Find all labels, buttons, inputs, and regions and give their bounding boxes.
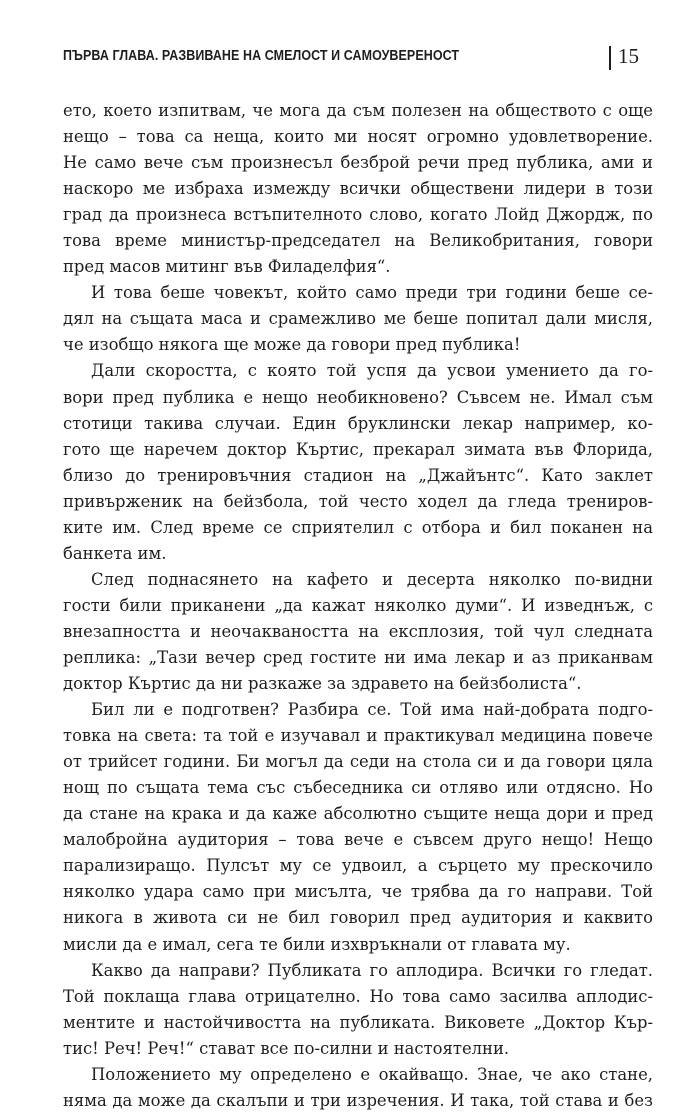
- text-line: Положението му определено е окайващо. Знае, че ако стане,: [91, 1064, 653, 1084]
- text-line: гото ще наречем доктор Къртис, прекарал зимата във Флорида,: [63, 439, 653, 459]
- text-line: няколко удара само при мисълта, че трябва да го направи. Той: [63, 882, 653, 902]
- text-line: нощ по същата тема със събеседника си отляво или отдясно. Но: [63, 778, 653, 798]
- text-line: ментите и настойчивостта на публиката. Виковете „Доктор Кър-: [63, 1012, 653, 1032]
- paragraph: [63, 958, 653, 1062]
- text-line: никога в живота си не бил говорил пред аудитория и каквито: [63, 908, 653, 928]
- text-line: вори пред публика е нещо необикновено? Съвсем не. Имал съм: [63, 387, 653, 407]
- text-line: малобройна аудитория – това вече е съвсем друго нещо! Нещо: [63, 830, 653, 850]
- paragraph: [63, 280, 653, 358]
- text-line: това време министър-председател на Великобритания, говори: [63, 231, 653, 251]
- paragraph: [63, 98, 653, 280]
- body-text: [63, 98, 653, 1114]
- chapter-title: ПЪРВА ГЛАВА. РАЗВИВАНЕ НА СМЕЛОСТ И САМОУВЕРЕНОСТ: [63, 48, 460, 64]
- text-line: След поднасянето на кафето и десерта няколко по-видни: [91, 569, 653, 589]
- text-line: наскоро ме избраха измежду всички обществени лидери в този: [63, 179, 653, 199]
- text-line: стотици такива случаи. Един бруклински лекар например, ко-: [63, 413, 653, 433]
- page-number: 15: [618, 44, 639, 68]
- text-line: ките им. След време се сприятелил с отбора и бил поканен на: [63, 517, 653, 537]
- text-line: Бил ли е подготвен? Разбира се. Той има най-добрата подго-: [91, 700, 653, 720]
- text-line: ето, което изпитвам, че мога да съм полезен на обществото с още: [63, 101, 653, 120]
- text-line: доктор Къртис да ни разкаже за здравето на бейзболиста“.: [63, 674, 582, 694]
- text-line: няма да може да скалъпи и три изречения. И така, той става и без: [63, 1090, 653, 1110]
- text-line: Той поклаща глава отрицателно. Но това само засилва аплодис-: [63, 986, 653, 1006]
- text-line: да стане на крака и да каже абсолютно същите неща дори и пред: [63, 804, 653, 824]
- text-line: банкета им.: [63, 543, 167, 563]
- paragraph: [63, 358, 653, 566]
- text-line: близо до тренировъчния стадион на „Джайънтс“. Като заклет: [63, 465, 653, 485]
- text-line: дял на същата маса и срамежливо ме беше попитал дали мисля,: [63, 309, 653, 329]
- paragraph: [63, 697, 653, 957]
- running-head: [63, 44, 648, 72]
- text-line: гости били приканени „да кажат няколко думи“. И изведнъж, с: [63, 595, 653, 615]
- paragraph: [63, 567, 653, 697]
- text-line: внезапността и неочакваността на експлозия, той чул следната: [63, 621, 653, 641]
- text-line: привърженик на бейзбола, той често ходел да гледа трениров-: [63, 491, 653, 511]
- text-line: нещо – това са неща, които ми носят огромно удовлетворение.: [63, 127, 653, 147]
- text-line: И това беше човекът, който само преди три години беше се-: [91, 283, 653, 303]
- text-line: товка на света: та той е изучавал и практикувал медицина повече: [63, 726, 653, 746]
- text-line: от трийсет години. Би могъл да седи на стола си и да говори цяла: [63, 752, 653, 772]
- text-line: мисли да е имал, сега те били изхвръкнали от главата му.: [63, 934, 571, 954]
- text-line: реплика: „Тази вечер сред гостите ни има лекар и аз приканвам: [63, 647, 653, 667]
- text-line: пред масов митинг във Филаделфия“.: [63, 257, 391, 277]
- text-line: Не само вече съм произнесъл безброй речи пред публика, ами и: [63, 153, 653, 173]
- text-line: Какво да направи? Публиката го аплодира. Всички го гледат.: [91, 960, 653, 980]
- text-line: град да произнеса встъпителното слово, когато Лойд Джордж, по: [63, 205, 653, 225]
- text-line: парализиращо. Пулсът му се удвоил, а сърцето му прескочило: [63, 856, 653, 876]
- paragraph: [63, 1062, 653, 1114]
- text-line: тис! Реч! Реч!“ стават все по-силни и настоятелни.: [63, 1038, 510, 1058]
- text-line: че изобщо някога ще може да говори пред публика!: [63, 335, 521, 355]
- text-line: Дали скоростта, с която той успя да усвои умението да го-: [91, 361, 653, 381]
- header-divider: [609, 46, 611, 70]
